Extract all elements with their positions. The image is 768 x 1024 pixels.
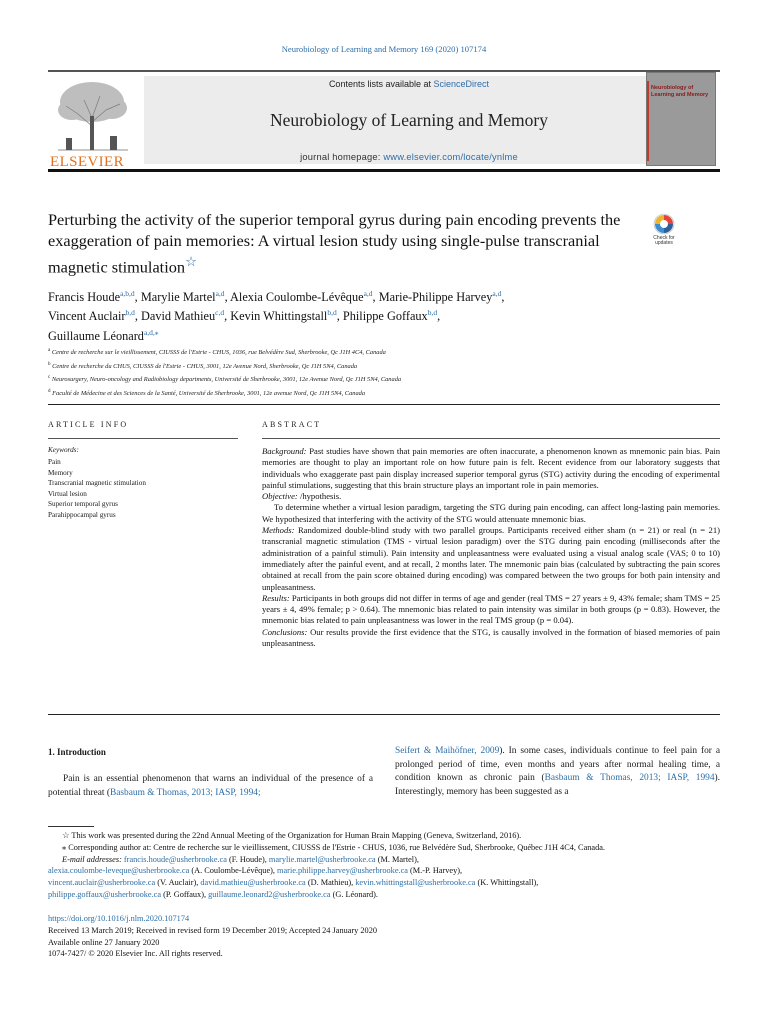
keyword: Superior temporal gyrus [48, 500, 118, 508]
email-link[interactable]: kevin.whittingstall@usherbrooke.ca [355, 878, 476, 888]
footnote-corresponding-author: ⁎ Corresponding author at: Centre de recherche sur le vieillissement, CIUSSS de l'Estrie - CHUS, 1036, rue Belvédère Sud, Sherbrooke, Québec J1H 4C4, Canada. [62, 842, 605, 852]
citation-link[interactable]: Basbaum & Thomas, 2013; IASP, 1994; [109, 787, 261, 798]
affiliations [48, 345, 728, 400]
citation-link[interactable]: Basbaum & Thomas, 2013; IASP, 1994 [544, 773, 715, 784]
abstract-conclusions: Conclusions: Our results provide the first evidence that the STG, is causally involved in the formation of biased memories of pain unpleasantness. [262, 626, 720, 649]
footnote-emails-continued: alexia.coulombe-leveque@usherbrooke.ca (A. Coulombe-Lévêque), marie.philippe.harvey@usherbrooke.ca (M.-P. Harvey), [48, 866, 463, 876]
crossmark-label: Check for updates [653, 235, 675, 247]
affiliation: $^a$ Centre de recherche sur le vieillissement, CIUSSS de l'Estrie - CHUS, 1036, rue Belvédère Sud, Sherbrooke, Qc J1H 4C4, Canada [48, 348, 386, 357]
author[interactable]: Kevin Whittingstall$^{b,d}$ [230, 308, 337, 324]
email-link[interactable]: francis.houde@usherbrooke.ca [123, 854, 227, 864]
abstract-methods: Methods: Randomized double-blind study with two parallel groups. Participants received either sham (n = 21) or real (n = 21) transcranial magnetic stimulation (TMS - virtual lesion paradigm) over the STG during pain encoding (milliseconds after the administration of a painful stimuli). Pain intensity and unpleasantness were evaluated using a visual analog scale (VAS; 0 to 10) immediately after the painful event, and at recall, 2 months later. The mnemonic pain bias (calculated by subtracting the pain scores obtained at recall from the pain score obtained during encoding) was compared between the two groups for both pain intensity and unpleasantness. [262, 525, 720, 592]
intro-paragraph-continued: Seifert & Maihöfner, 2009). In some cases, individuals continue to feel pain for a prolonged period of time, even months and years after normal healing time, a condition known as chronic pain (Basbaum & Thomas, 2013; IASP, 1994). Interestingly, memory has been suggested as a [395, 746, 720, 797]
footnote-rule [48, 826, 94, 827]
footnote-emails-continued: vincent.auclair@usherbrooke.ca (V. Auclair), david.mathieu@usherbrooke.ca (D. Mathieu), kevin.whittingstall@usherbrooke.ca (K. Whittingstall), [48, 878, 539, 888]
affiliation: $^b$ Centre de recherche du CHUS, CIUSSS de l'Estrie - CHUS, 3001, 12e Avenue Nord, Sherbrooke, Qc J1H 5N4, Canada [48, 361, 358, 370]
cover-title: Neurobiology of Learning and Memory [651, 85, 709, 98]
divider [48, 404, 720, 405]
received-dates: Received 13 March 2019; Received in revised form 19 December 2019; Accepted 24 January 2020 [48, 925, 378, 935]
footnote-emails: E-mail addresses: francis.houde@usherbrooke.ca (F. Houde), marylie.martel@usherbrooke.ca (M. Martel), [62, 854, 419, 864]
elsevier-logo [48, 76, 138, 170]
homepage-link[interactable]: www.elsevier.com/locate/ynlme [383, 152, 518, 162]
contents-available-line [144, 79, 674, 89]
affiliation: $^d$ Faculté de Médecine et des Sciences de la Santé, Université de Sherbrooke, 3001, 12e avenue Nord, Qc J1H 5N4, Canada [48, 388, 366, 397]
footnotes [48, 830, 728, 901]
keyword: Transcranial magnetic stimulation [48, 479, 146, 487]
masthead-top-rule [48, 70, 720, 72]
author[interactable]: Marie-Philippe Harvey$^{a,d}$ [378, 289, 502, 305]
journal-reference[interactable]: Neurobiology of Learning and Memory 169 (2020) 107174 [281, 44, 487, 54]
journal-title: Neurobiology of Learning and Memory [270, 110, 548, 130]
publication-info [48, 913, 728, 960]
abstract-background: Background: Past studies have shown that pain memories are often inaccurate, a phenomenon known as mnemonic pain bias. Pain memories are thought to play an important role on how future pain is felt. Recent evidence from our laboratory suggests that individuals who exaggerate past pain display increased superior temporal gyrus (STG) activity during the encoding of experimental painful stimulations, suggesting that this brain structure plays an important role in pain memories. [262, 446, 720, 490]
email-link[interactable]: david.mathieu@usherbrooke.ca [200, 878, 306, 888]
footnote-emails-continued: philippe.goffaux@usherbrooke.ca (P. Goffaux), guillaume.leonard2@usherbrooke.ca (G. Léonard). [48, 889, 378, 899]
author[interactable]: Philippe Goffaux$^{b,d}$ [342, 308, 438, 324]
journal-homepage-line [144, 152, 674, 162]
author-list: Francis Houde$^{a,b,d}$, Marylie Martel$^{a,d}$, Alexia Coulombe-Lévêque$^{a,d}$, Marie-Philippe Harvey$^{a,d}$, Vincent Auclair$^{b,d}$, David Mathieu$^{c,d}$, Kevin Whittingstall$^{b,d}$, Philippe Goffaux$^{b,d}$, Guillaume Léonard$^{a,d,⁎}$ [48, 289, 505, 343]
title-footnote-mark[interactable]: ☆ [185, 254, 198, 269]
article-info-heading: ARTICLE INFO [48, 420, 129, 429]
article-title [48, 209, 648, 277]
keyword: Pain [48, 458, 61, 466]
intro-left-column [48, 773, 373, 800]
abstract-body [262, 446, 720, 649]
crossmark-icon [644, 213, 684, 237]
abstract-objective: To determine whether a virtual lesion paradigm, targeting the STG during pain encoding, can affect long-lasting pain memories. We hypothesized that interfering with the activity of the STG would attenuate mnemonic bias. [262, 502, 720, 524]
sciencedirect-link[interactable]: ScienceDirect [433, 79, 490, 89]
author[interactable]: Vincent Auclair$^{b,d}$ [48, 308, 135, 324]
email-link[interactable]: marylie.martel@usherbrooke.ca [268, 854, 376, 864]
journal-cover-thumbnail[interactable] [646, 72, 716, 166]
author[interactable]: David Mathieu$^{c,d}$ [141, 308, 225, 324]
divider [48, 714, 720, 715]
keyword: Parahippocampal gyrus [48, 510, 116, 519]
article-title-text: Perturbing the activity of the superior temporal gyrus during pain encoding prevents the exaggeration of pain memories: A virtual lesion study using single-pulse transcranial magnetic stimulation [48, 210, 621, 277]
author[interactable]: Marylie Martel$^{a,d}$ [140, 289, 225, 305]
divider [48, 438, 238, 439]
author[interactable]: Guillaume Léonard$^{a,d,⁎}$ [48, 327, 159, 343]
abstract-objective-label: Objective: /hypothesis. [262, 491, 342, 502]
doi-link[interactable]: https://doi.org/10.1016/j.nlm.2020.107174 [48, 914, 190, 923]
cover-stripe [647, 81, 649, 161]
homepage-prefix: journal homepage: [300, 152, 381, 162]
abstract-heading: ABSTRACT [262, 420, 322, 429]
check-for-updates-badge[interactable] [644, 213, 684, 253]
contents-prefix: Contents lists available at [328, 79, 431, 89]
masthead-center-panel [144, 76, 674, 164]
copyright-line: 1074-7427/ © 2020 Elsevier Inc. All rights reserved. [48, 949, 223, 959]
available-online: Available online 27 January 2020 [48, 937, 160, 947]
section-heading-introduction: 1. Introduction [48, 747, 106, 757]
elsevier-wordmark: ELSEVIER [50, 154, 125, 170]
keyword-list [48, 457, 146, 520]
author[interactable]: Alexia Coulombe-Lévêque$^{a,d}$ [230, 289, 373, 305]
elsevier-tree-icon [48, 76, 138, 154]
author[interactable]: Francis Houde$^{a,b,d}$ [48, 289, 135, 305]
keyword: Memory [48, 468, 73, 477]
citation-link[interactable]: Seifert & Maihöfner, 2009 [395, 746, 500, 756]
keywords-label: Keywords: [48, 446, 79, 454]
intro-paragraph: Pain is an essential phenomenon that warns an individual of the presence of a potential threat (Basbaum & Thomas, 2013; IASP, 1994; [48, 774, 373, 798]
masthead [48, 70, 720, 172]
divider [262, 438, 720, 439]
affiliation: $^c$ Neurosurgery, Neuro-oncology and Radiobiology departments, Université de Sherbrooke, 3001, 12e Avenue Nord, Qc J1H 5N4, Canada [48, 375, 402, 384]
abstract-results: Results: Participants in both groups did not differ in terms of age and gender (real TMS = 27 years ± 9, 43% female; sham TMS = 25 years ± 4, 49% female; p > 0.64). The mnemonic bias related to pain intensity was similar in both groups (p = 0.83). However, the mnemonic bias related to pain unpleasantness was lower in the real TMS group (p = 0.04). [262, 592, 720, 626]
email-link[interactable]: alexia.coulombe-leveque@usherbrooke.ca [48, 866, 190, 876]
keyword: Virtual lesion [48, 489, 87, 498]
footnote-presentation: ☆ This work was presented during the 22nd Annual Meeting of the Organization for Human Brain Mapping (Geneva, Switzerland, 2016). [62, 831, 522, 840]
intro-right-column [395, 745, 720, 799]
email-link[interactable]: marie.philippe.harvey@usherbrooke.ca [277, 866, 408, 876]
email-link[interactable]: guillaume.leonard2@usherbrooke.ca [208, 889, 331, 899]
email-link[interactable]: philippe.goffaux@usherbrooke.ca [48, 889, 162, 899]
email-link[interactable]: vincent.auclair@usherbrooke.ca [48, 878, 156, 888]
